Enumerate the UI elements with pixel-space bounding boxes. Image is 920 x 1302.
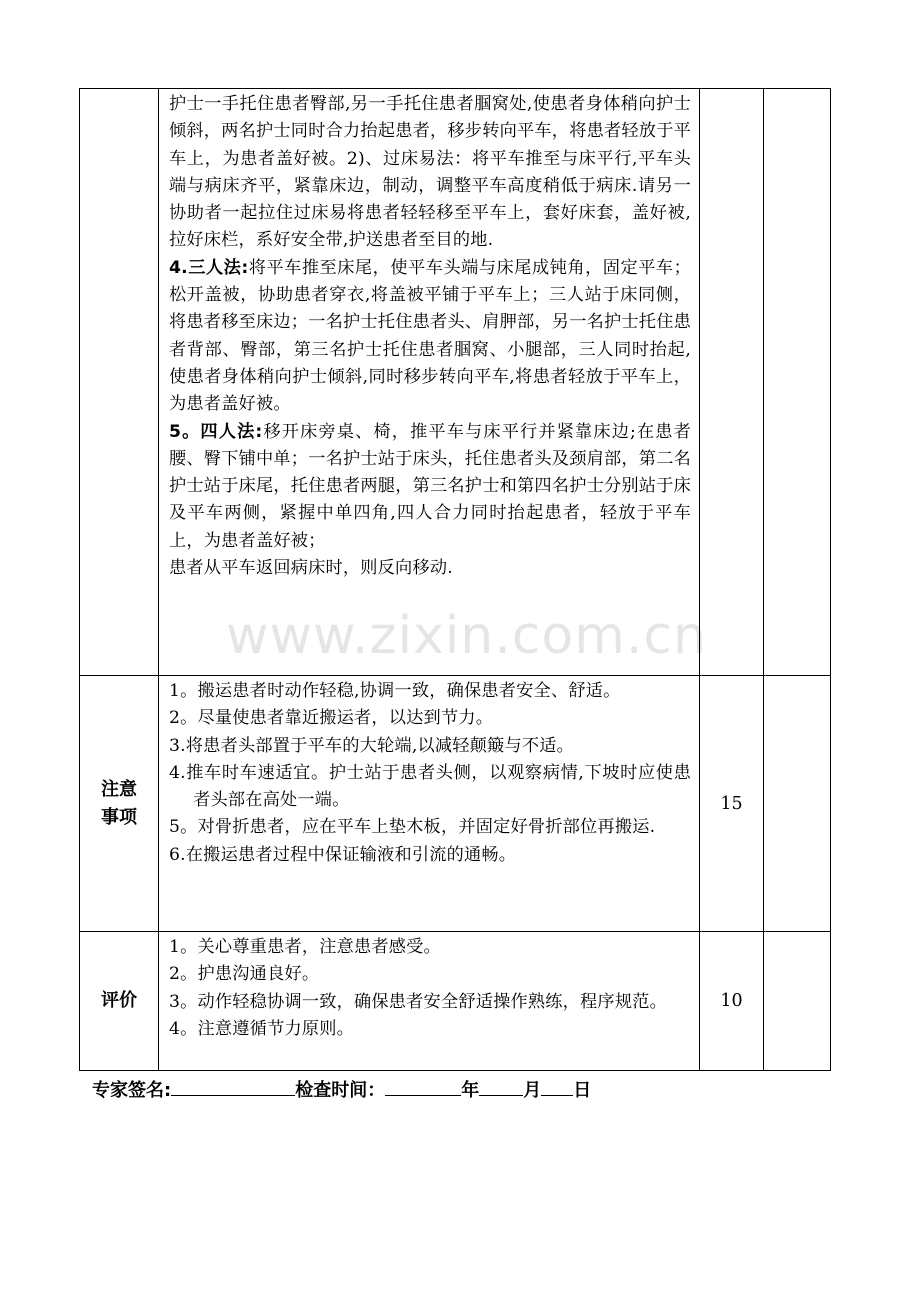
deduction-cell	[764, 89, 831, 676]
evaluation-item: 2。护患沟通良好。	[169, 964, 320, 985]
day-label: 日	[573, 1080, 592, 1101]
signature-blank[interactable]	[171, 1078, 295, 1096]
four-person-method-text: 移开床旁桌、椅，推平车与床平行并紧靠床边;在患者腰、臀下铺中单；一名护士站于床头，托住患者头及颈肩部，第二名护士站于床尾，托住患者两腿，第三名护士和第四名护士分别站于床及平车两侧，紧握中单四角,四人合力同时抬起患者，轻放于平车上，为患者盖好被；	[169, 421, 691, 551]
evaluation-label: 评价	[80, 932, 159, 1071]
four-person-method-title: 5。四人法:	[169, 421, 263, 442]
evaluation-score: 10	[700, 932, 764, 1071]
procedure-row	[80, 89, 831, 676]
notes-deduction-cell	[764, 676, 831, 932]
signature-label: 专家签名:	[92, 1080, 172, 1101]
watermark: www.zixin.com.cn	[226, 606, 707, 666]
notes-content-cell	[159, 676, 700, 932]
notes-score: 15	[700, 676, 764, 932]
evaluation-row	[80, 932, 831, 1071]
three-person-method-title: 4.三人法:	[169, 257, 249, 278]
score-cell	[700, 89, 764, 676]
check-time-label: 检查时间：	[295, 1080, 386, 1101]
notes-item: 2。尽量使患者靠近搬运者，以达到节力。	[169, 708, 494, 729]
month-label: 月	[523, 1080, 542, 1101]
three-person-method-text: 将平车推至床尾，使平车头端与床尾成钝角，固定平车；松开盖被，协助患者穿衣,将盖被平铺于平车上；三人站于床同侧，将患者移至床边；一名护士托住患者头、肩胛部，另一名护士托住患者背部、臀部，第三名护士托住患者腘窝、小腿部，三人同时抬起,使患者身体稍向护士倾斜,同时移步转向平车,将患者轻放于平车上，为患者盖好被。	[169, 257, 691, 415]
day-blank[interactable]	[541, 1078, 573, 1096]
evaluation-content-cell	[159, 932, 700, 1071]
procedure-content-cell	[159, 89, 700, 676]
evaluation-item: 1。关心尊重患者，注意患者感受。	[169, 937, 441, 957]
year-label: 年	[461, 1080, 480, 1101]
notes-item: 5。对骨折患者，应在平车上垫木板，并固定好骨折部位再搬运.	[169, 817, 656, 838]
three-person-method	[169, 255, 691, 419]
notes-item: 6.在搬运患者过程中保证输液和引流的通畅。	[169, 844, 517, 865]
notes-item: 3.将患者头部置于平车的大轮端,以减轻颠簸与不适。	[169, 735, 574, 756]
four-person-method	[169, 419, 691, 555]
procedure-table	[79, 88, 831, 1071]
row-label-cell	[80, 89, 159, 676]
evaluation-deduction-cell	[764, 932, 831, 1071]
evaluation-item: 4。注意遵循节力原则。	[169, 1018, 355, 1039]
notes-item: 1。搬运患者时动作轻稳,协调一致，确保患者安全、舒适。	[169, 681, 621, 701]
notes-row	[80, 676, 831, 932]
notes-label: 注意 事项	[80, 676, 159, 932]
year-blank[interactable]	[385, 1078, 461, 1096]
procedure-intro-text: 护士一手托住患者臀部,另一手托住患者腘窝处,使患者身体稍向护士倾斜，两名护士同时合力抬起患者，移步转向平车，将患者轻放于平车上，为患者盖好被。2)、过床易法：将平车推至与床平行,平车头端与病床齐平，紧靠床边，制动，调整平车高度稍低于病床.请另一协助者一起拉住过床易将患者轻轻移至平车上，套好床套，盖好被,拉好床栏，系好安全带,护送患者至目的地.	[169, 94, 691, 251]
signature-line	[92, 1076, 591, 1102]
return-to-bed-text: 患者从平车返回病床时，则反向移动.	[169, 558, 453, 579]
notes-item: 4.推车时车速适宜。护士站于患者头侧，以观察病情,下坡时应使患者头部在高处一端。	[169, 762, 691, 811]
evaluation-item: 3。动作轻稳协调一致，确保患者安全舒适操作熟练，程序规范。	[169, 991, 667, 1012]
month-blank[interactable]	[479, 1078, 523, 1096]
